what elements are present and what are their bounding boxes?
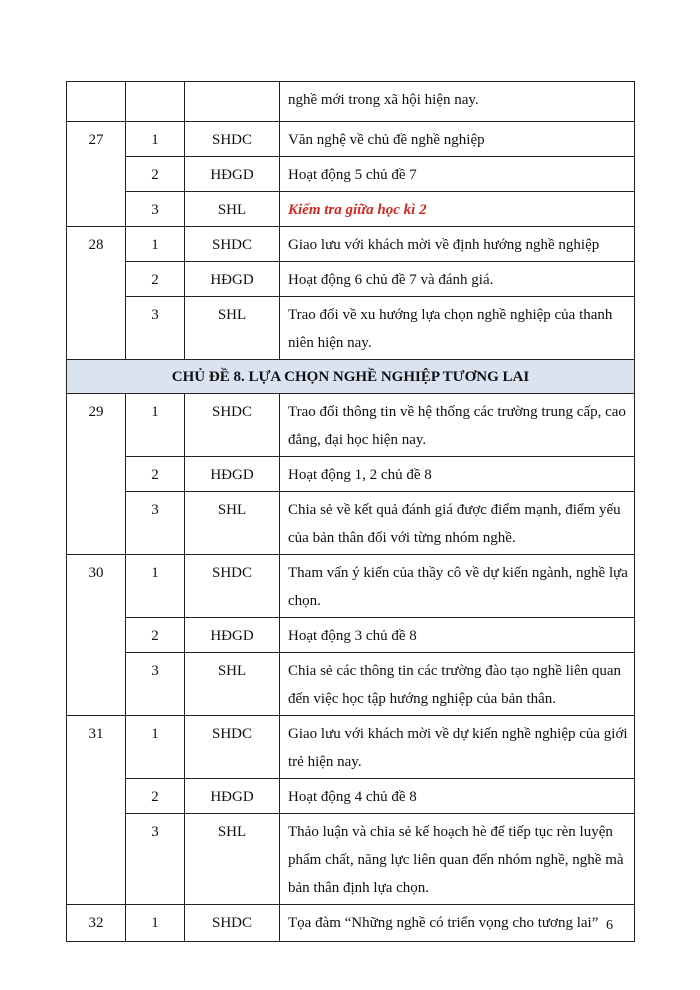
activity-type: HĐGD — [185, 157, 280, 192]
activity-content: Giao lưu với khách mời về dự kiến nghề nghiệp của giới trẻ hiện nay. — [280, 716, 635, 779]
activity-type: SHL — [185, 297, 280, 360]
table-row — [67, 905, 635, 942]
page-number: 6 — [606, 918, 613, 933]
lesson-number: 3 — [126, 492, 185, 555]
activity-content: Chia sẻ các thông tin các trường đào tạo nghề liên quan đến việc học tập hướng nghiệp của bản thân. — [280, 653, 635, 716]
midterm-exam-note — [280, 192, 635, 227]
activity-content: Tọa đàm “Những nghề có triển vọng cho tương lai” — [280, 905, 635, 942]
topic-header-row — [67, 360, 635, 394]
table-row — [67, 262, 635, 297]
table-row — [67, 192, 635, 227]
activity-type: SHDC — [185, 227, 280, 262]
activity-type: SHL — [185, 814, 280, 905]
activity-type: HĐGD — [185, 779, 280, 814]
week-number: 32 — [67, 905, 126, 942]
table-row — [67, 394, 635, 457]
table-row — [67, 157, 635, 192]
week-cell — [67, 82, 126, 122]
activity-type: HĐGD — [185, 457, 280, 492]
activity-content: Giao lưu với khách mời về định hướng nghề nghiệp — [280, 227, 635, 262]
week-number: 27 — [67, 122, 126, 227]
lesson-number: 2 — [126, 618, 185, 653]
table-row — [67, 297, 635, 360]
week-number: 30 — [67, 555, 126, 716]
table-row — [67, 492, 635, 555]
midterm-exam-text: Kiểm tra giữa học kì 2 — [288, 202, 427, 218]
activity-type: SHDC — [185, 905, 280, 942]
activity-type: SHL — [185, 492, 280, 555]
activity-type: SHL — [185, 653, 280, 716]
topic-title: CHỦ ĐỀ 8. LỰA CHỌN NGHỀ NGHIỆP TƯƠNG LAI — [67, 360, 635, 394]
lesson-number: 2 — [126, 457, 185, 492]
table-row — [67, 716, 635, 779]
lesson-number: 1 — [126, 227, 185, 262]
lesson-number: 1 — [126, 394, 185, 457]
table-row — [67, 555, 635, 618]
week-number: 29 — [67, 394, 126, 555]
activity-type: SHDC — [185, 716, 280, 779]
table-row — [67, 457, 635, 492]
week-number: 28 — [67, 227, 126, 360]
table-row — [67, 653, 635, 716]
activity-content: Trao đổi thông tin về hệ thống các trường trung cấp, cao đẳng, đại học hiện nay. — [280, 394, 635, 457]
lesson-number: 3 — [126, 192, 185, 227]
table-row — [67, 122, 635, 157]
table-row — [67, 82, 635, 122]
table-row — [67, 227, 635, 262]
table-row — [67, 618, 635, 653]
activity-content: Trao đổi về xu hướng lựa chọn nghề nghiệp của thanh niên hiện nay. — [280, 297, 635, 360]
type-cell — [185, 82, 280, 122]
table-row — [67, 779, 635, 814]
activity-content: Thảo luận và chia sẻ kế hoạch hè để tiếp tục rèn luyện phẩm chất, năng lực liên quan đến nhóm nghề, nghề mà bản thân định lựa chọn. — [280, 814, 635, 905]
activity-content: Chia sẻ về kết quả đánh giá được điểm mạnh, điểm yếu của bản thân đối với từng nhóm nghề. — [280, 492, 635, 555]
lesson-number: 1 — [126, 716, 185, 779]
activity-content: Hoạt động 4 chủ đề 8 — [280, 779, 635, 814]
activity-type: SHDC — [185, 122, 280, 157]
activity-type: HĐGD — [185, 262, 280, 297]
lesson-number: 2 — [126, 779, 185, 814]
activity-content: Tham vấn ý kiến của thầy cô về dự kiến ngành, nghề lựa chọn. — [280, 555, 635, 618]
activity-type: SHL — [185, 192, 280, 227]
activity-content: Văn nghệ về chủ đề nghề nghiệp — [280, 122, 635, 157]
lesson-number: 1 — [126, 905, 185, 942]
activity-type: SHDC — [185, 555, 280, 618]
lesson-number: 1 — [126, 122, 185, 157]
activity-content: Hoạt động 5 chủ đề 7 — [280, 157, 635, 192]
lesson-number: 3 — [126, 297, 185, 360]
lesson-plan-table — [66, 81, 635, 942]
activity-content: Hoạt động 6 chủ đề 7 và đánh giá. — [280, 262, 635, 297]
activity-content: Hoạt động 1, 2 chủ đề 8 — [280, 457, 635, 492]
activity-content: Hoạt động 3 chủ đề 8 — [280, 618, 635, 653]
lesson-number: 2 — [126, 262, 185, 297]
table-row — [67, 814, 635, 905]
lesson-number: 2 — [126, 157, 185, 192]
lesson-number: 1 — [126, 555, 185, 618]
week-number: 31 — [67, 716, 126, 905]
activity-type: HĐGD — [185, 618, 280, 653]
activity-type: SHDC — [185, 394, 280, 457]
lesson-number: 3 — [126, 653, 185, 716]
lesson-cell — [126, 82, 185, 122]
content-cell: nghề mới trong xã hội hiện nay. — [280, 82, 635, 122]
lesson-number: 3 — [126, 814, 185, 905]
